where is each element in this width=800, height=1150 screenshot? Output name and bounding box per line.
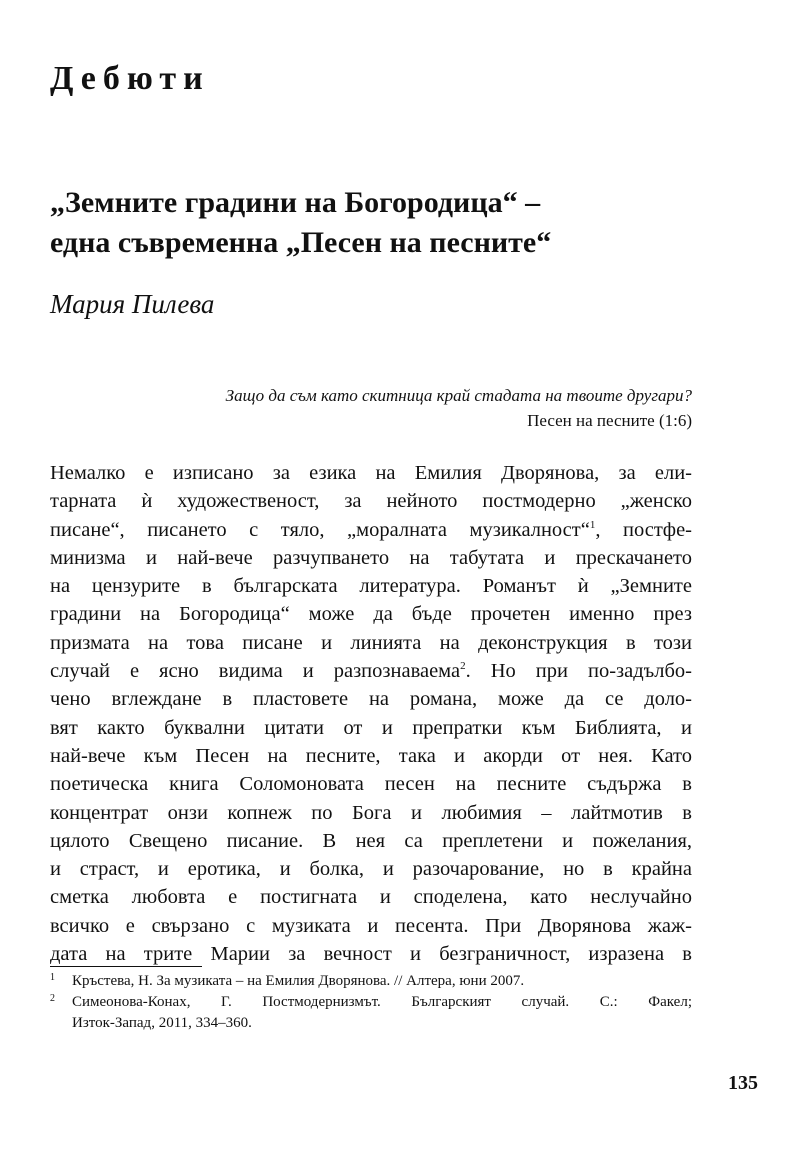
footnote-line: Кръстева, Н. За музиката – на Емилия Дворянова. // Алтера, юни 2007. bbox=[72, 973, 525, 989]
footnote-text bbox=[72, 992, 692, 1034]
section-title: Дебюти bbox=[50, 60, 210, 97]
footnote-reference[interactable]: 2 bbox=[460, 660, 466, 673]
page-number: 135 bbox=[728, 1072, 758, 1094]
footnote bbox=[50, 971, 692, 992]
epigraph bbox=[226, 383, 692, 433]
body-line: поетическа книга Соломоновата песен на песните съдържа в bbox=[50, 773, 692, 796]
body-line: тарната ѝ художественост, за нейното постмодерно „женско bbox=[50, 490, 692, 513]
body-line: сметка любовта е постигната и споделена, като неслучайно bbox=[50, 886, 692, 909]
footnote-number: 1 bbox=[50, 972, 55, 983]
article-title-line: една съвременна „Песен на песните“ bbox=[50, 226, 552, 259]
body-line: Немалко е изписано за езика на Емилия Дворянова, за ели- bbox=[50, 462, 692, 484]
footnote-line: Симеонова-Конах, Г. Постмодернизмът. Българският случай. С.: Факел; bbox=[72, 994, 692, 1010]
footnote-reference[interactable]: 1 bbox=[589, 518, 596, 531]
body-line: минизма и най-вече разчупването на табутата и прескачането bbox=[50, 546, 692, 569]
article-title bbox=[50, 183, 740, 263]
footnote-text bbox=[72, 971, 692, 992]
body-line: градини на Богородица“ може да бъде прочетен именно през bbox=[50, 603, 692, 626]
body-line: на цензурите в българската литература. Романът ѝ „Земните bbox=[50, 575, 692, 598]
epigraph-source: Песен на песните (1:6) bbox=[527, 411, 692, 430]
footnote-line: Изток-Запад, 2011, 334–360. bbox=[72, 1015, 252, 1031]
footnotes bbox=[50, 971, 692, 1034]
body-line-text: случай е ясно видима и разпознаваема bbox=[50, 660, 461, 683]
footnote-number: 2 bbox=[50, 993, 55, 1004]
article-title-line: „Земните градини на Богородица“ – bbox=[50, 186, 541, 219]
body-line: цялото Свещено писание. В нея са преплетени и пожелания, bbox=[50, 829, 692, 852]
body-line bbox=[50, 516, 692, 544]
body-line: призмата на това писане и линията на деконструкция в този bbox=[50, 631, 692, 654]
body-line: чено вглеждане в пластовете на романа, може да се доло- bbox=[50, 688, 692, 711]
body-line: вят както буквални цитати от и препратки към Библията, и bbox=[50, 716, 692, 739]
body-line bbox=[50, 657, 692, 685]
footnote-divider bbox=[50, 966, 202, 967]
epigraph-quote: Защо да съм като скитница край стадата на твоите другари? bbox=[225, 386, 692, 405]
body-line-text: , постфе- bbox=[595, 518, 692, 541]
author-name: Мария Пилева bbox=[50, 289, 215, 319]
body-line: всичко е свързано с музиката и песента. При Дворянова жаж- bbox=[50, 914, 692, 937]
body-line: концентрат онзи копнеж по Бога и любимия – лайтмотив в bbox=[50, 801, 692, 824]
body-text bbox=[50, 459, 692, 968]
body-line-text: . Но при по-задълбо- bbox=[465, 660, 692, 683]
body-line: най-вече към Песен на песните, така и акорди от нея. Като bbox=[50, 744, 692, 767]
body-line: и страст, и еротика, и болка, и разочарование, но в крайна bbox=[50, 858, 692, 881]
footnote bbox=[50, 992, 692, 1034]
body-line: дата на трите Марии за вечност и безграничност, изразена в bbox=[50, 943, 692, 966]
body-line-text: писане“, писането с тяло, „моралната музикалност“ bbox=[50, 518, 590, 541]
